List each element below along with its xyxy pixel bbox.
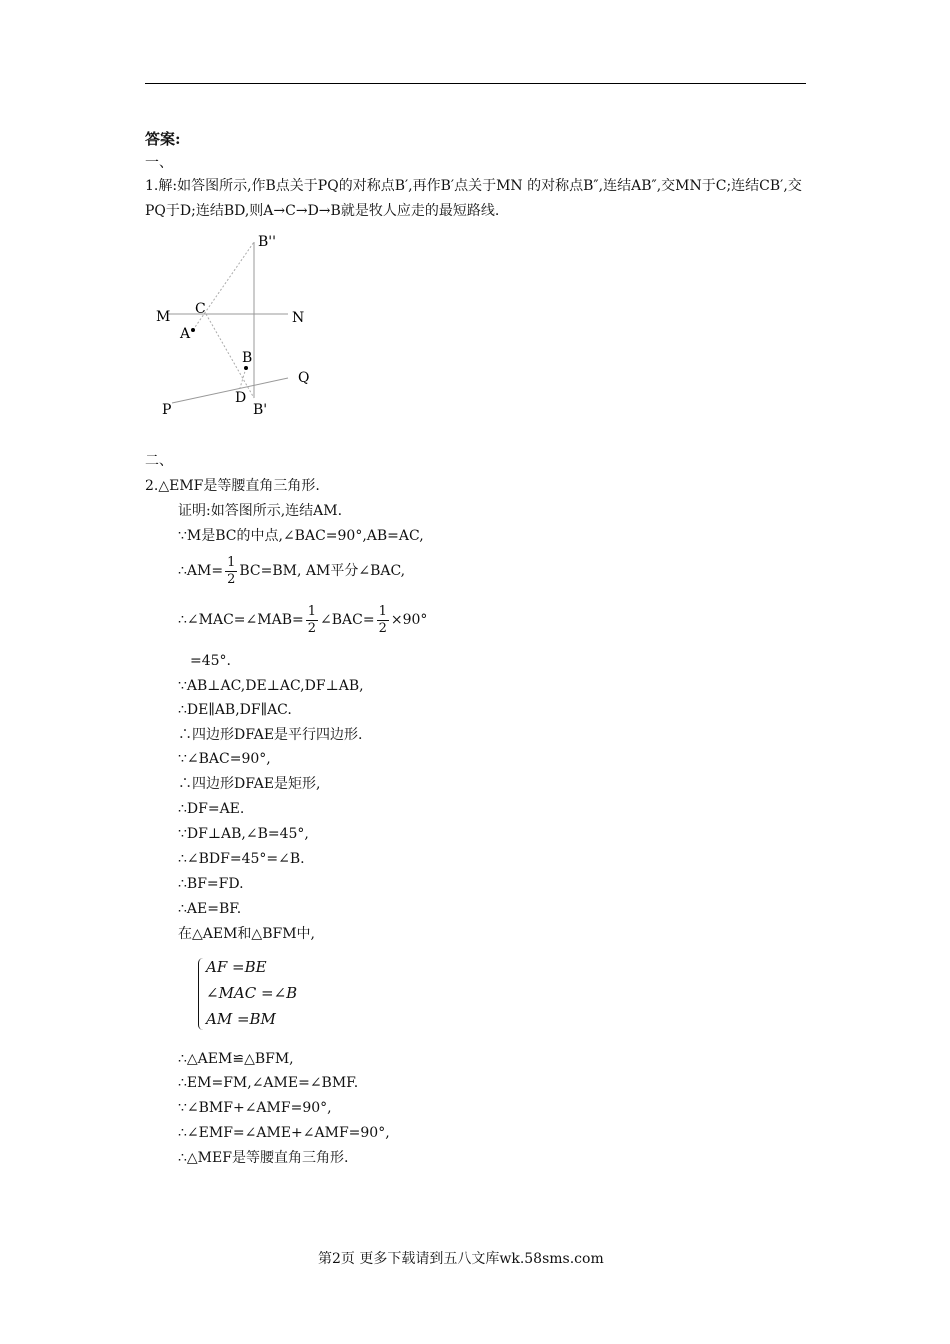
proof-line: ∴BF=FD. <box>178 876 244 892</box>
proof-line: ∵AB⊥AC,DE⊥AC,DF⊥AB, <box>178 678 364 694</box>
proof-line: ∵M是BC的中点,∠BAC=90°,AB=AC, <box>178 528 424 544</box>
label-b-prime: B' <box>253 402 268 418</box>
denominator: 2 <box>307 620 317 636</box>
system-row: ∠MAC =∠B <box>206 984 298 1002</box>
text-segment: ∠BAC= <box>320 612 375 628</box>
point-a <box>191 328 195 332</box>
proof-line: ∴四边形DFAE是矩形, <box>178 776 321 792</box>
text-segment: ∴AM= <box>178 563 224 579</box>
denominator: 2 <box>227 571 236 587</box>
label-n: N <box>292 310 305 326</box>
section-two-label: 二、 <box>145 453 173 469</box>
question-2-title: 2.△EMF是等腰直角三角形. <box>145 478 320 494</box>
proof-line: 在△AEM和△BFM中, <box>178 926 315 942</box>
fraction-half <box>306 604 318 637</box>
label-a: A <box>180 326 191 342</box>
label-m: M <box>156 309 171 325</box>
left-brace <box>198 958 205 1030</box>
label-p: P <box>162 402 172 418</box>
geometry-figure <box>140 228 340 428</box>
label-d: D <box>235 390 247 406</box>
text-segment: BC=BM, AM平分∠BAC, <box>239 563 406 579</box>
proof-line: ∴△MEF是等腰直角三角形. <box>178 1150 349 1166</box>
denominator: 2 <box>378 620 387 636</box>
proof-line-fraction <box>178 551 405 591</box>
label-b: B <box>242 350 253 366</box>
header-rule <box>145 83 806 84</box>
proof-line: ∴∠EMF=∠AME+∠AMF=90°, <box>178 1125 390 1141</box>
line-pq <box>172 378 288 403</box>
proof-line: ∴△AEM≌△BFM, <box>178 1051 294 1067</box>
proof-line: ∵DF⊥AB,∠B=45°, <box>178 826 309 842</box>
proof-line: ∵∠BMF+∠AMF=90°, <box>178 1100 332 1116</box>
text-segment: ×90° <box>390 612 428 628</box>
proof-line: ∴DE∥AB,DF∥AC. <box>178 702 292 718</box>
label-q: Q <box>298 370 310 386</box>
proof-line: ∵∠BAC=90°, <box>178 751 271 767</box>
label-b-double-prime: B'' <box>258 234 276 250</box>
section-one-label: 一、 <box>145 155 173 171</box>
fraction-half <box>225 555 237 588</box>
proof-line: ∴四边形DFAE是平行四边形. <box>178 727 363 743</box>
proof-line: ∴∠BDF=45°=∠B. <box>178 851 305 867</box>
point-b <box>244 366 248 370</box>
system-row: AF =BE <box>206 958 267 976</box>
numerator: 1 <box>378 603 387 619</box>
label-c: C <box>195 301 206 317</box>
equation-system <box>198 958 398 1033</box>
numerator: 1 <box>227 554 236 570</box>
proof-line: =45°. <box>190 653 231 669</box>
proof-line: ∴EM=FM,∠AME=∠BMF. <box>178 1075 359 1091</box>
proof-line: ∴AE=BF. <box>178 901 242 917</box>
question-1-solution: 1.解:如答图所示,作B点关于PQ的对称点B′,再作B′点关于MN 的对称点B″,连结AB″,交MN于C;连结CB′,交PQ于D;连结BD,则A→C→D→B就是牧人应走的最短路线. <box>145 178 802 219</box>
proof-line: ∴DF=AE. <box>178 801 245 817</box>
page-footer: 第2页 更多下载请到五八文库wk.58sms.com <box>318 1251 604 1267</box>
system-row: AM =BM <box>206 1010 276 1028</box>
answer-heading: 答案: <box>145 130 181 148</box>
proof-line: 证明:如答图所示,连结AM. <box>178 503 343 519</box>
text-segment: ∴∠MAC=∠MAB= <box>178 612 304 628</box>
numerator: 1 <box>307 603 317 619</box>
proof-line-fraction <box>178 600 427 640</box>
fraction-half <box>377 604 389 637</box>
